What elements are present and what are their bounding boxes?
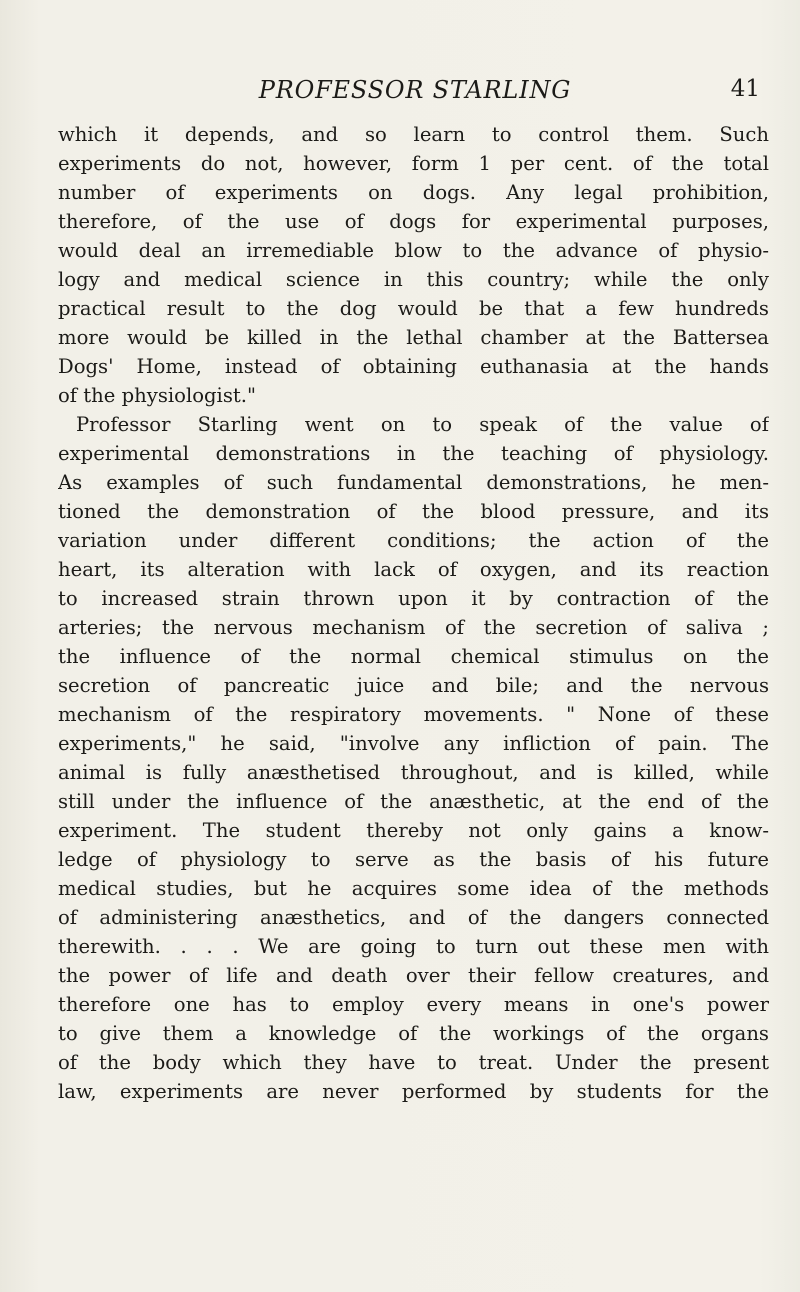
text-line: still under the influence of the anæsthetic, at the end of the <box>58 790 769 813</box>
text-line: to increased strain thrown upon it by contraction of the <box>58 587 769 610</box>
text-line: experiments do not, however, form 1 per cent. of the total <box>58 152 769 175</box>
text-line: law, experiments are never performed by students for the <box>58 1080 769 1103</box>
text-line: of administering anæsthetics, and of the dangers connected <box>58 906 769 929</box>
running-head <box>70 76 760 110</box>
text-line: practical result to the dog would be that a few hundreds <box>58 297 769 320</box>
running-title: PROFESSOR STARLING <box>258 76 572 104</box>
text-line: animal is fully anæsthetised throughout, and is killed, while <box>58 761 769 784</box>
text-line: heart, its alteration with lack of oxygen, and its reaction <box>58 558 769 581</box>
text-line: the power of life and death over their fellow creatures, and <box>58 964 769 987</box>
text-line: experimental demonstrations in the teaching of physiology. <box>58 442 769 465</box>
text-line: to give them a knowledge of the workings of the organs <box>58 1022 769 1045</box>
text-line: therefore one has to employ every means in one's power <box>58 993 769 1016</box>
text-line: secretion of pancreatic juice and bile; and the nervous <box>58 674 769 697</box>
page-number: 41 <box>730 76 760 102</box>
text-line: therewith. . . . We are going to turn out these men with <box>58 935 769 958</box>
text-line: therefore, of the use of dogs for experimental purposes, <box>58 210 769 233</box>
text-line: variation under different conditions; the action of the <box>58 529 769 552</box>
text-line: mechanism of the respiratory movements. " None of these <box>58 703 769 726</box>
text-line: experiments," he said, "involve any infliction of pain. The <box>58 732 769 755</box>
text-line: of the physiologist." <box>58 384 256 407</box>
text-line: number of experiments on dogs. Any legal prohibition, <box>58 181 769 204</box>
text-line: tioned the demonstration of the blood pressure, and its <box>58 500 769 523</box>
text-line: arteries; the nervous mechanism of the secretion of saliva ; <box>58 616 769 639</box>
text-line: Professor Starling went on to speak of the value of <box>76 413 769 436</box>
text-line: experiment. The student thereby not only gains a know- <box>58 819 769 842</box>
text-line: logy and medical science in this country; while the only <box>58 268 769 291</box>
text-line: the influence of the normal chemical stimulus on the <box>58 645 769 668</box>
text-line: As examples of such fundamental demonstrations, he men- <box>58 471 769 494</box>
text-line: ledge of physiology to serve as the basis of his future <box>58 848 769 871</box>
text-line: Dogs' Home, instead of obtaining euthanasia at the hands <box>58 355 769 378</box>
text-line: would deal an irremediable blow to the advance of physio- <box>58 239 769 262</box>
text-line: which it depends, and so learn to control them. Such <box>58 123 769 146</box>
text-line: more would be killed in the lethal chamber at the Battersea <box>58 326 769 349</box>
body-text <box>58 120 769 1106</box>
text-line: of the body which they have to treat. Under the present <box>58 1051 769 1074</box>
text-line: medical studies, but he acquires some idea of the methods <box>58 877 769 900</box>
